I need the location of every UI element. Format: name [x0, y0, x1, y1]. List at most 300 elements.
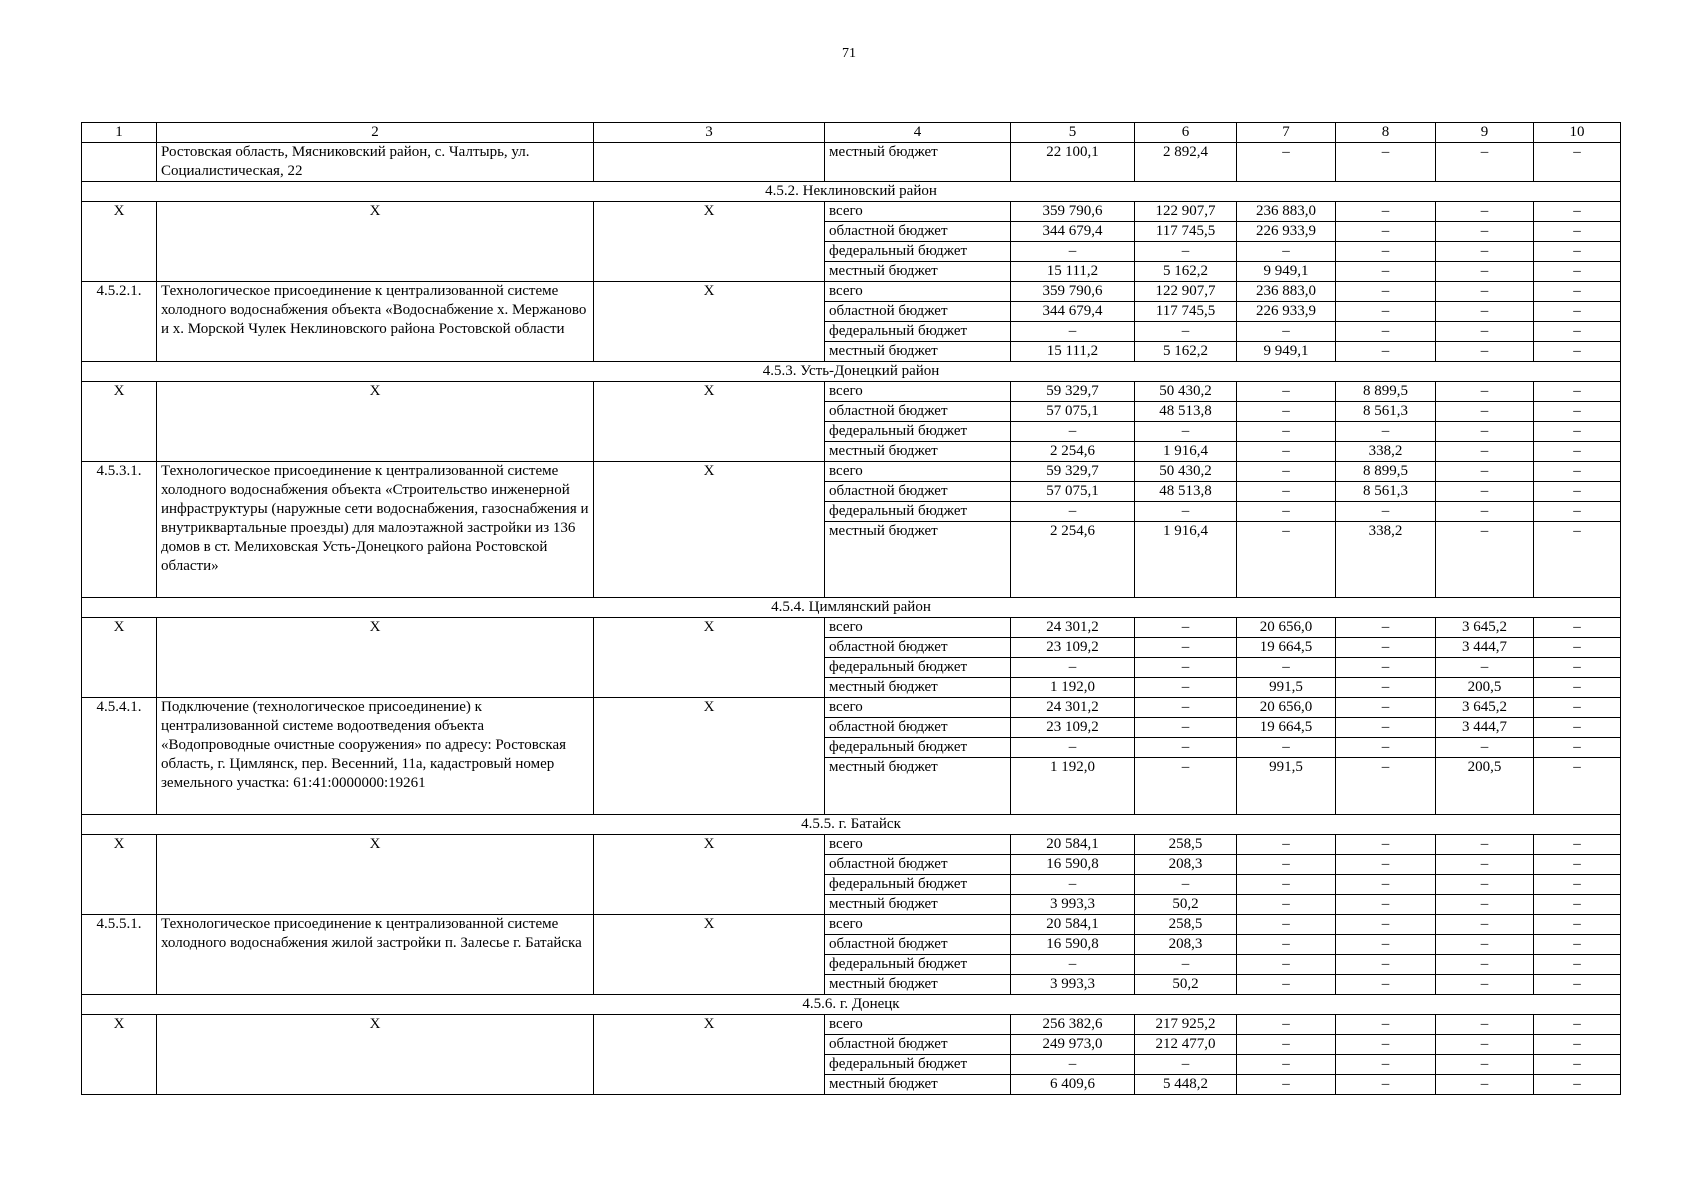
value-cell: 3 444,7: [1436, 638, 1534, 658]
budget-source-cell: всего: [825, 462, 1011, 482]
budget-source-cell: областной бюджет: [825, 935, 1011, 955]
value-cell: 22 100,1: [1011, 143, 1135, 182]
budget-source-cell: местный бюджет: [825, 262, 1011, 282]
value-cell: 2 254,6: [1011, 522, 1135, 598]
value-cell: 3 993,3: [1011, 895, 1135, 915]
value-cell: –: [1011, 658, 1135, 678]
value-cell: 16 590,8: [1011, 855, 1135, 875]
header-cell: 8: [1336, 123, 1436, 143]
item-number-cell: [82, 143, 157, 182]
value-cell: –: [1135, 502, 1237, 522]
value-cell: 1 192,0: [1011, 758, 1135, 815]
section-row: [82, 182, 1621, 202]
value-cell: –: [1135, 678, 1237, 698]
value-cell: –: [1336, 875, 1436, 895]
header-cell: 2: [157, 123, 594, 143]
value-cell: –: [1534, 222, 1621, 242]
value-cell: –: [1237, 915, 1336, 935]
value-cell: –: [1436, 342, 1534, 362]
item-number-cell: 4.5.4.1.: [82, 698, 157, 815]
value-cell: 338,2: [1336, 442, 1436, 462]
value-cell: –: [1336, 835, 1436, 855]
item-name-cell: Ростовская область, Мясниковский район, с. Чалтырь, ул. Социалистическая, 22: [157, 143, 594, 182]
section-row: [82, 995, 1621, 1015]
value-cell: –: [1336, 638, 1436, 658]
value-cell: –: [1436, 1035, 1534, 1055]
value-cell: –: [1336, 698, 1436, 718]
value-cell: –: [1135, 698, 1237, 718]
value-cell: 226 933,9: [1237, 302, 1336, 322]
value-cell: –: [1237, 1015, 1336, 1035]
budget-source-cell: областной бюджет: [825, 638, 1011, 658]
value-cell: 122 907,7: [1135, 282, 1237, 302]
value-cell: –: [1336, 738, 1436, 758]
budget-source-cell: федеральный бюджет: [825, 658, 1011, 678]
value-cell: –: [1237, 422, 1336, 442]
item-col3-cell: Х: [594, 282, 825, 362]
section-row: [82, 815, 1621, 835]
value-cell: –: [1336, 718, 1436, 738]
budget-source-cell: местный бюджет: [825, 342, 1011, 362]
value-cell: 3 645,2: [1436, 698, 1534, 718]
value-cell: 236 883,0: [1237, 282, 1336, 302]
table-row: [82, 618, 1621, 638]
value-cell: –: [1534, 522, 1621, 598]
value-cell: –: [1534, 1035, 1621, 1055]
value-cell: 1 192,0: [1011, 678, 1135, 698]
value-cell: 226 933,9: [1237, 222, 1336, 242]
value-cell: 16 590,8: [1011, 935, 1135, 955]
value-cell: 15 111,2: [1011, 262, 1135, 282]
value-cell: –: [1534, 678, 1621, 698]
value-cell: 57 075,1: [1011, 482, 1135, 502]
value-cell: –: [1534, 738, 1621, 758]
budget-source-cell: всего: [825, 382, 1011, 402]
budget-source-cell: федеральный бюджет: [825, 322, 1011, 342]
item-name-cell: Х: [157, 835, 594, 915]
value-cell: 208,3: [1135, 855, 1237, 875]
item-number-cell: 4.5.2.1.: [82, 282, 157, 362]
value-cell: –: [1436, 1075, 1534, 1095]
budget-source-cell: местный бюджет: [825, 522, 1011, 598]
table-row: [82, 1015, 1621, 1035]
value-cell: 1 916,4: [1135, 442, 1237, 462]
budget-source-cell: федеральный бюджет: [825, 738, 1011, 758]
budget-source-cell: местный бюджет: [825, 975, 1011, 995]
table-row: [82, 915, 1621, 935]
value-cell: –: [1534, 502, 1621, 522]
value-cell: –: [1534, 442, 1621, 462]
value-cell: 20 656,0: [1237, 698, 1336, 718]
value-cell: –: [1436, 502, 1534, 522]
value-cell: –: [1237, 322, 1336, 342]
value-cell: 359 790,6: [1011, 282, 1135, 302]
value-cell: –: [1534, 322, 1621, 342]
budget-source-cell: местный бюджет: [825, 1075, 1011, 1095]
value-cell: –: [1436, 875, 1534, 895]
item-name-cell: Х: [157, 202, 594, 282]
value-cell: –: [1135, 322, 1237, 342]
value-cell: –: [1336, 1035, 1436, 1055]
value-cell: 19 664,5: [1237, 638, 1336, 658]
value-cell: –: [1436, 522, 1534, 598]
value-cell: –: [1534, 302, 1621, 322]
budget-source-cell: местный бюджет: [825, 895, 1011, 915]
value-cell: –: [1011, 502, 1135, 522]
value-cell: –: [1237, 1055, 1336, 1075]
value-cell: –: [1534, 718, 1621, 738]
budget-source-cell: федеральный бюджет: [825, 502, 1011, 522]
value-cell: –: [1336, 222, 1436, 242]
header-cell: 3: [594, 123, 825, 143]
value-cell: 48 513,8: [1135, 402, 1237, 422]
header-cell: 10: [1534, 123, 1621, 143]
header-cell: 9: [1436, 123, 1534, 143]
value-cell: –: [1135, 422, 1237, 442]
value-cell: –: [1534, 482, 1621, 502]
table-row: [82, 835, 1621, 855]
value-cell: 3 444,7: [1436, 718, 1534, 738]
value-cell: –: [1336, 915, 1436, 935]
value-cell: –: [1237, 738, 1336, 758]
value-cell: 9 949,1: [1237, 262, 1336, 282]
value-cell: –: [1436, 955, 1534, 975]
table-row: [82, 282, 1621, 302]
value-cell: 59 329,7: [1011, 382, 1135, 402]
value-cell: 208,3: [1135, 935, 1237, 955]
budget-source-cell: всего: [825, 698, 1011, 718]
budget-source-cell: местный бюджет: [825, 678, 1011, 698]
value-cell: –: [1336, 758, 1436, 815]
value-cell: –: [1436, 382, 1534, 402]
section-row: [82, 362, 1621, 382]
value-cell: –: [1336, 342, 1436, 362]
value-cell: –: [1011, 1055, 1135, 1075]
value-cell: 23 109,2: [1011, 718, 1135, 738]
item-number-cell: 4.5.3.1.: [82, 462, 157, 598]
section-title: 4.5.6. г. Донецк: [82, 995, 1621, 1015]
value-cell: –: [1237, 442, 1336, 462]
value-cell: –: [1336, 895, 1436, 915]
value-cell: 5 162,2: [1135, 262, 1237, 282]
value-cell: –: [1436, 1015, 1534, 1035]
item-col3-cell: Х: [594, 835, 825, 915]
table-row: [82, 143, 1621, 182]
budget-source-cell: местный бюджет: [825, 442, 1011, 462]
budget-source-cell: всего: [825, 282, 1011, 302]
value-cell: –: [1135, 242, 1237, 262]
value-cell: –: [1135, 1055, 1237, 1075]
value-cell: –: [1436, 322, 1534, 342]
value-cell: –: [1534, 835, 1621, 855]
value-cell: –: [1135, 638, 1237, 658]
value-cell: 200,5: [1436, 678, 1534, 698]
value-cell: 24 301,2: [1011, 618, 1135, 638]
budget-source-cell: областной бюджет: [825, 855, 1011, 875]
value-cell: –: [1135, 758, 1237, 815]
value-cell: –: [1237, 975, 1336, 995]
value-cell: 5 448,2: [1135, 1075, 1237, 1095]
value-cell: –: [1436, 442, 1534, 462]
value-cell: –: [1436, 835, 1534, 855]
value-cell: –: [1534, 382, 1621, 402]
value-cell: –: [1011, 422, 1135, 442]
value-cell: –: [1237, 895, 1336, 915]
value-cell: 20 656,0: [1237, 618, 1336, 638]
value-cell: 212 477,0: [1135, 1035, 1237, 1055]
section-row: [82, 598, 1621, 618]
value-cell: 2 254,6: [1011, 442, 1135, 462]
value-cell: –: [1135, 658, 1237, 678]
item-col3-cell: Х: [594, 618, 825, 698]
value-cell: –: [1534, 915, 1621, 935]
table-row: [82, 382, 1621, 402]
value-cell: –: [1534, 282, 1621, 302]
table-row: [82, 202, 1621, 222]
value-cell: –: [1534, 1075, 1621, 1095]
value-cell: –: [1534, 143, 1621, 182]
value-cell: –: [1237, 875, 1336, 895]
value-cell: –: [1534, 402, 1621, 422]
value-cell: 338,2: [1336, 522, 1436, 598]
table-header-row: [82, 123, 1621, 143]
value-cell: –: [1534, 422, 1621, 442]
value-cell: –: [1237, 935, 1336, 955]
budget-source-cell: федеральный бюджет: [825, 875, 1011, 895]
value-cell: 50 430,2: [1135, 462, 1237, 482]
value-cell: –: [1436, 302, 1534, 322]
value-cell: –: [1336, 618, 1436, 638]
value-cell: –: [1336, 955, 1436, 975]
item-col3-cell: Х: [594, 382, 825, 462]
value-cell: –: [1436, 658, 1534, 678]
value-cell: –: [1237, 502, 1336, 522]
value-cell: 57 075,1: [1011, 402, 1135, 422]
value-cell: –: [1534, 955, 1621, 975]
value-cell: 24 301,2: [1011, 698, 1135, 718]
budget-source-cell: местный бюджет: [825, 758, 1011, 815]
value-cell: 344 679,4: [1011, 302, 1135, 322]
value-cell: –: [1237, 1075, 1336, 1095]
budget-source-cell: областной бюджет: [825, 1035, 1011, 1055]
value-cell: 3 993,3: [1011, 975, 1135, 995]
header-cell: 4: [825, 123, 1011, 143]
value-cell: –: [1336, 502, 1436, 522]
value-cell: –: [1237, 482, 1336, 502]
section-title: 4.5.2. Неклиновский район: [82, 182, 1621, 202]
budget-source-cell: областной бюджет: [825, 302, 1011, 322]
value-cell: –: [1336, 1055, 1436, 1075]
item-col3-cell: Х: [594, 915, 825, 995]
item-col3-cell: Х: [594, 462, 825, 598]
value-cell: –: [1534, 875, 1621, 895]
item-number-cell: Х: [82, 382, 157, 462]
value-cell: 19 664,5: [1237, 718, 1336, 738]
value-cell: –: [1436, 1055, 1534, 1075]
value-cell: –: [1336, 935, 1436, 955]
value-cell: –: [1436, 855, 1534, 875]
value-cell: 991,5: [1237, 758, 1336, 815]
value-cell: –: [1436, 143, 1534, 182]
value-cell: –: [1436, 282, 1534, 302]
value-cell: –: [1436, 222, 1534, 242]
value-cell: –: [1237, 835, 1336, 855]
value-cell: 1 916,4: [1135, 522, 1237, 598]
item-name-cell: Х: [157, 382, 594, 462]
header-cell: 6: [1135, 123, 1237, 143]
value-cell: –: [1135, 618, 1237, 638]
table-body: [82, 123, 1621, 1095]
value-cell: –: [1534, 1055, 1621, 1075]
value-cell: 8 899,5: [1336, 382, 1436, 402]
value-cell: –: [1436, 915, 1534, 935]
item-col3-cell: Х: [594, 202, 825, 282]
value-cell: 359 790,6: [1011, 202, 1135, 222]
value-cell: 258,5: [1135, 835, 1237, 855]
value-cell: 117 745,5: [1135, 302, 1237, 322]
value-cell: –: [1011, 242, 1135, 262]
section-title: 4.5.5. г. Батайск: [82, 815, 1621, 835]
item-name-cell: Х: [157, 1015, 594, 1095]
value-cell: –: [1336, 422, 1436, 442]
value-cell: –: [1534, 462, 1621, 482]
value-cell: –: [1336, 678, 1436, 698]
value-cell: 50,2: [1135, 895, 1237, 915]
value-cell: 258,5: [1135, 915, 1237, 935]
value-cell: 20 584,1: [1011, 835, 1135, 855]
header-cell: 7: [1237, 123, 1336, 143]
value-cell: –: [1336, 302, 1436, 322]
value-cell: –: [1237, 658, 1336, 678]
value-cell: –: [1011, 322, 1135, 342]
value-cell: –: [1436, 202, 1534, 222]
value-cell: –: [1436, 242, 1534, 262]
value-cell: 6 409,6: [1011, 1075, 1135, 1095]
value-cell: –: [1534, 242, 1621, 262]
value-cell: 23 109,2: [1011, 638, 1135, 658]
value-cell: –: [1135, 955, 1237, 975]
value-cell: 3 645,2: [1436, 618, 1534, 638]
value-cell: –: [1336, 242, 1436, 262]
table-row: [82, 698, 1621, 718]
value-cell: 2 892,4: [1135, 143, 1237, 182]
value-cell: –: [1135, 718, 1237, 738]
value-cell: –: [1011, 955, 1135, 975]
value-cell: –: [1534, 202, 1621, 222]
budget-source-cell: федеральный бюджет: [825, 422, 1011, 442]
value-cell: –: [1336, 143, 1436, 182]
value-cell: –: [1534, 342, 1621, 362]
value-cell: 249 973,0: [1011, 1035, 1135, 1055]
value-cell: 59 329,7: [1011, 462, 1135, 482]
value-cell: 9 949,1: [1237, 342, 1336, 362]
item-name-cell: Технологическое присоединение к централизованной системе холодного водоснабжения объекта «Строительство инженерной инфраструктуры (наружные сети водоснабжения, газоснабжения и внутриквартальные проезды) для малоэтажной застройки из 136 домов в ст. Мелиховская Усть-Донецкого района Ростовской области»: [157, 462, 594, 598]
value-cell: –: [1534, 658, 1621, 678]
value-cell: –: [1534, 618, 1621, 638]
value-cell: 256 382,6: [1011, 1015, 1135, 1035]
value-cell: 20 584,1: [1011, 915, 1135, 935]
budget-source-cell: областной бюджет: [825, 718, 1011, 738]
value-cell: –: [1237, 522, 1336, 598]
value-cell: 117 745,5: [1135, 222, 1237, 242]
budget-source-cell: областной бюджет: [825, 402, 1011, 422]
value-cell: –: [1237, 955, 1336, 975]
value-cell: –: [1534, 975, 1621, 995]
value-cell: 5 162,2: [1135, 342, 1237, 362]
item-number-cell: Х: [82, 835, 157, 915]
page-number: 71: [842, 46, 856, 61]
value-cell: –: [1436, 402, 1534, 422]
budget-source-cell: федеральный бюджет: [825, 1055, 1011, 1075]
value-cell: –: [1534, 758, 1621, 815]
value-cell: 8 561,3: [1336, 402, 1436, 422]
value-cell: –: [1336, 1015, 1436, 1035]
item-number-cell: Х: [82, 202, 157, 282]
value-cell: –: [1436, 975, 1534, 995]
value-cell: –: [1534, 895, 1621, 915]
section-title: 4.5.4. Цимлянский район: [82, 598, 1621, 618]
value-cell: –: [1237, 382, 1336, 402]
value-cell: –: [1237, 855, 1336, 875]
value-cell: –: [1436, 262, 1534, 282]
section-title: 4.5.3. Усть-Донецкий район: [82, 362, 1621, 382]
value-cell: 50 430,2: [1135, 382, 1237, 402]
value-cell: –: [1336, 202, 1436, 222]
value-cell: –: [1336, 975, 1436, 995]
value-cell: –: [1336, 322, 1436, 342]
value-cell: –: [1336, 855, 1436, 875]
value-cell: –: [1534, 698, 1621, 718]
value-cell: –: [1237, 242, 1336, 262]
value-cell: –: [1336, 282, 1436, 302]
item-col3-cell: [594, 143, 825, 182]
item-name-cell: Подключение (технологическое присоединение) к централизованной системе водоотведения объекта «Водопроводные очистные сооружения» по адресу: Ростовская область, г. Цимлянск, пер. Весенний, 11а, кадастровый номер земельного участка: 61:41:0000000:19261: [157, 698, 594, 815]
budget-table: [81, 122, 1621, 1095]
item-col3-cell: Х: [594, 1015, 825, 1095]
value-cell: –: [1011, 875, 1135, 895]
value-cell: –: [1534, 638, 1621, 658]
value-cell: –: [1436, 422, 1534, 442]
value-cell: 8 899,5: [1336, 462, 1436, 482]
budget-source-cell: всего: [825, 1015, 1011, 1035]
value-cell: 8 561,3: [1336, 482, 1436, 502]
value-cell: –: [1534, 935, 1621, 955]
value-cell: –: [1436, 935, 1534, 955]
value-cell: –: [1336, 658, 1436, 678]
item-col3-cell: Х: [594, 698, 825, 815]
budget-source-cell: федеральный бюджет: [825, 955, 1011, 975]
item-number-cell: Х: [82, 618, 157, 698]
item-number-cell: Х: [82, 1015, 157, 1095]
value-cell: 236 883,0: [1237, 202, 1336, 222]
item-name-cell: Технологическое присоединение к централизованной системе холодного водоснабжения объекта «Водоснабжение х. Мержаново и х. Морской Чулек Неклиновского района Ростовской области: [157, 282, 594, 362]
budget-source-cell: всего: [825, 835, 1011, 855]
value-cell: 122 907,7: [1135, 202, 1237, 222]
value-cell: 50,2: [1135, 975, 1237, 995]
budget-source-cell: местный бюджет: [825, 143, 1011, 182]
budget-source-cell: всего: [825, 915, 1011, 935]
value-cell: –: [1135, 875, 1237, 895]
header-cell: 1: [82, 123, 157, 143]
budget-source-cell: всего: [825, 618, 1011, 638]
budget-source-cell: областной бюджет: [825, 222, 1011, 242]
value-cell: –: [1336, 1075, 1436, 1095]
value-cell: 15 111,2: [1011, 342, 1135, 362]
value-cell: –: [1436, 738, 1534, 758]
budget-source-cell: федеральный бюджет: [825, 242, 1011, 262]
item-name-cell: Х: [157, 618, 594, 698]
value-cell: –: [1534, 855, 1621, 875]
